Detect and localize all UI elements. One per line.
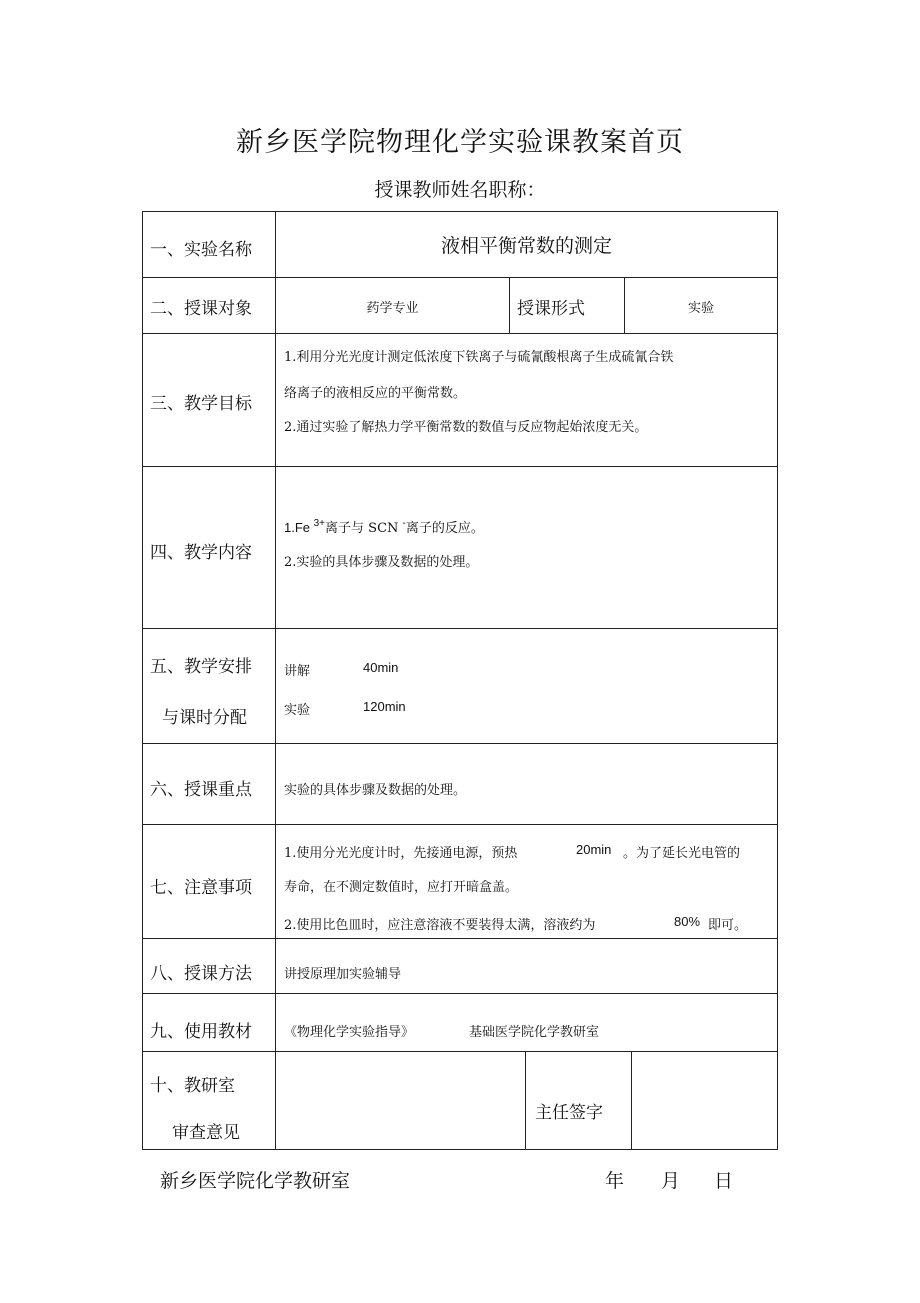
- schedule-item-time: 120min: [363, 699, 406, 714]
- notes-line-2: 寿命，在不测定数值时，应打开暗盒盖。: [284, 880, 519, 895]
- iron-charge: 3+: [313, 518, 326, 529]
- notes-line-3-b: 80%: [674, 914, 701, 929]
- experiment-name-value: 液相平衡常数的测定: [440, 235, 612, 257]
- teaching-form-label: 授课形式: [517, 299, 585, 319]
- director-signature-field[interactable]: [637, 1059, 771, 1143]
- notes-line-1-a: 1.使用分光光度计时，先接通电源，预热: [284, 846, 518, 861]
- footer-department: 新乡医学院化学教研室: [160, 1170, 351, 1192]
- lesson-plan-table: [142, 211, 778, 1150]
- footer-day: 日: [714, 1170, 734, 1192]
- textbook-title: 《物理化学实验指导》: [284, 1025, 415, 1040]
- key-points-label: 六、授课重点: [150, 780, 252, 800]
- schedule-item-name: 实验: [284, 703, 311, 718]
- content-line-1-prefix: 1.Fe: [284, 520, 314, 535]
- content-line-2: 2.实验的具体步骤及数据的处理。: [284, 555, 479, 570]
- notes-line-3-c: 即可。: [708, 918, 748, 933]
- notes-line-1-b: 20min: [576, 842, 612, 857]
- review-opinion-field[interactable]: [284, 1059, 519, 1143]
- audience-label: 二、授课对象: [150, 299, 252, 319]
- notes-label: 七、注意事项: [150, 878, 252, 898]
- content-label: 四、教学内容: [150, 543, 252, 563]
- key-points-value: 实验的具体步骤及数据的处理。: [284, 783, 467, 798]
- content-line-1-mid: 离子与 SCN: [325, 521, 403, 536]
- notes-line-3-a: 2.使用比色皿时，应注意溶液不要装得太满，溶液约为: [284, 918, 596, 933]
- content-line-1-suffix: 离子的反应。: [405, 521, 484, 536]
- schedule-label-line-2: 与课时分配: [162, 708, 247, 728]
- experiment-name-label: 一、实验名称: [150, 240, 252, 260]
- footer-month: 月: [661, 1170, 681, 1192]
- objectives-label: 三、教学目标: [150, 394, 252, 414]
- method-value: 讲授原理加实验辅导: [284, 967, 402, 982]
- textbook-label: 九、使用教材: [150, 1022, 252, 1042]
- objectives-line-2: 络离子的液相反应的平衡常数。: [284, 386, 467, 401]
- content-line-1: [284, 517, 484, 536]
- textbook-publisher: 基础医学院化学教研室: [469, 1025, 600, 1040]
- method-label: 八、授课方法: [150, 964, 252, 984]
- schedule-label-line-1: 五、教学安排: [150, 657, 252, 677]
- schedule-item-time: 40min: [363, 660, 399, 675]
- audience-value: 药学专业: [366, 301, 419, 316]
- teacher-name-title-label: 授课教师姓名职称：: [374, 179, 546, 201]
- schedule-item-name: 讲解: [284, 664, 311, 679]
- page-title: 新乡医学院物理化学实验课教案首页: [236, 127, 684, 158]
- notes-line-1-c: 。为了延长光电管的: [623, 846, 741, 861]
- director-signature-label: 主任签字: [535, 1103, 603, 1123]
- review-label-line-1: 十、教研室: [150, 1076, 235, 1096]
- objectives-line-3: 2.通过实验了解热力学平衡常数的数值与反应物起始浓度无关。: [284, 420, 648, 435]
- objectives-line-1: 1.利用分光光度计测定低浓度下铁离子与硫氰酸根离子生成硫氰合铁: [284, 350, 674, 365]
- teaching-form-value: 实验: [687, 301, 714, 316]
- thiocyanate-charge: -: [402, 518, 406, 529]
- review-label-line-2: 审查意见: [172, 1123, 240, 1143]
- footer-year: 年: [605, 1170, 625, 1192]
